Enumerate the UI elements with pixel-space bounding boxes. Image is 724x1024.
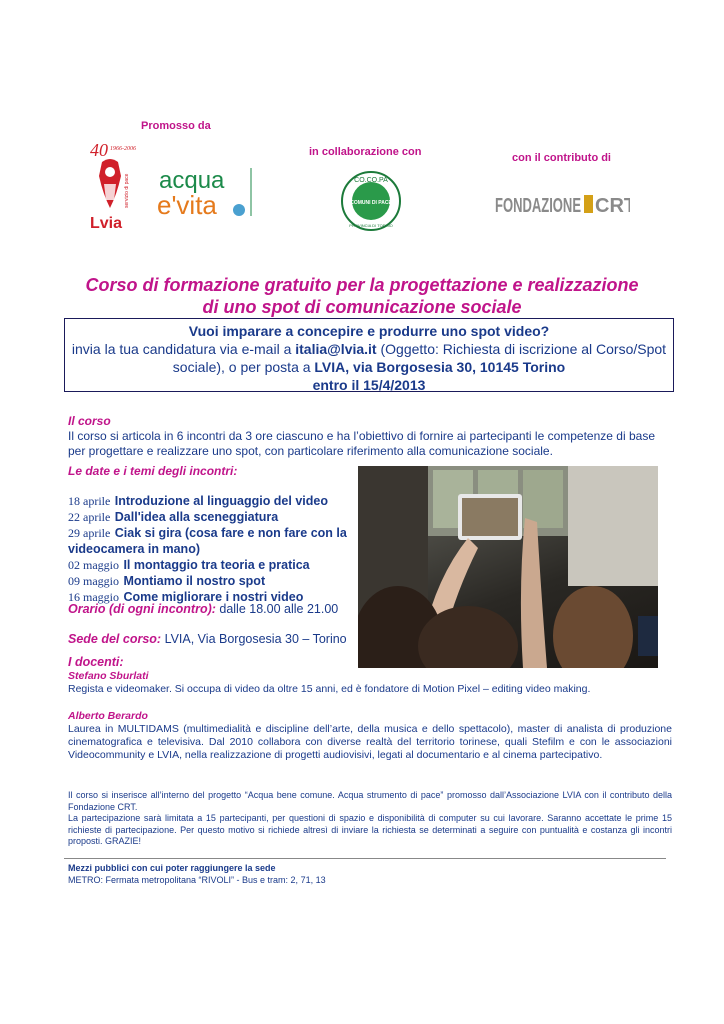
- transport: [68, 862, 672, 886]
- cocopa-logo: [340, 170, 402, 232]
- teachers-heading: I docenti:: [68, 655, 124, 669]
- teacher-1-bio: Regista e videomaker. Si occupa di video da oltre 15 anni, ed è fondatore di Motion Pixel – editing video making.: [68, 683, 591, 695]
- note-project: Il corso si inserisce all’interno del progetto “Acqua bene comune. Acqua strumento di pace” promosso dall’Associazione LVIA con il contributo della Fondazione CRT.: [68, 790, 672, 812]
- date-item: 29 aprile Ciak si gira (cosa fare e non fare con la videocamera in mano): [68, 526, 347, 556]
- date-item: 02 maggio Il montaggio tra teoria e pratica: [68, 558, 310, 572]
- course-section: [68, 414, 672, 459]
- course-title: [0, 274, 724, 318]
- lvia-logo: [88, 140, 150, 232]
- call-to-action-box: [64, 318, 674, 392]
- footer-divider: [64, 858, 666, 859]
- venue: [68, 632, 347, 646]
- cocopa-logo-top: CO.CO.PA: [354, 177, 388, 184]
- date-item: 16 maggio Come migliorare i nostri video: [68, 590, 304, 604]
- contribution-label: con il contributo di: [512, 152, 611, 164]
- venue-label: Sede del corso:: [68, 632, 162, 646]
- venue-value: LVIA, Via Borgosesia 30 – Torino: [161, 632, 347, 646]
- acqua-logo-bottom: e'vita: [157, 190, 217, 220]
- schedule: [68, 602, 338, 616]
- date-item: 09 maggio Montiamo il nostro spot: [68, 574, 266, 588]
- title-line-1: Corso di formazione gratuito per la progettazione e realizzazione: [85, 275, 639, 295]
- transport-heading: Mezzi pubblici con cui poter raggiungere la sede: [68, 863, 276, 873]
- dates-heading: Le date e i temi degli incontri:: [68, 464, 238, 478]
- acqua-e-vita-logo: [157, 164, 255, 220]
- course-text: Il corso si articola in 6 incontri da 3 ore ciascuno e ha l’obiettivo di fornire ai partecipanti le competenze di base per progettare e realizzare uno spot, con particolare riferimento alla comunicazione sociale.: [68, 429, 655, 458]
- date-item: 18 aprile Introduzione al linguaggio del video: [68, 494, 328, 508]
- lvia-logo-40: 40: [90, 140, 108, 160]
- course-heading: Il corso: [68, 414, 111, 428]
- promoted-by-label: Promosso da: [141, 120, 211, 132]
- title-line-2: di uno spot di comunicazione sociale: [202, 297, 522, 317]
- collaboration-label: in collaborazione con: [309, 146, 422, 158]
- crt-logo-right: CR: [595, 195, 624, 217]
- teachers-section: [68, 655, 672, 669]
- deadline: entro il 15/4/2013: [312, 377, 426, 393]
- lvia-logo-name: Lvia: [90, 215, 123, 232]
- transport-text: METRO: Fermata metropolitana “RIVOLI” - Bus e tram: 2, 71, 13: [68, 875, 326, 885]
- teacher-2-bio: Laurea in MULTIDAMS (multimedialità e discipline dell’arte, della musica e dello spettacolo), master di analista di produzione cinematografica e televisiva. Dal 2010 collabora con diverse realtà del territorio torinese, quali Stefilm e con le associazioni Videocommunity e LVIA, nella realizzazione di progetti audiovisivi, legati al documentario e al cinema partecipativo.: [68, 723, 672, 761]
- schedule-value: dalle 18.00 alle 21.00: [215, 602, 339, 616]
- teacher-1-name: Stefano Sburlati: [68, 670, 149, 682]
- classroom-photo: [358, 466, 658, 668]
- teacher-2: [68, 710, 672, 762]
- acqua-logo-top: acqua: [159, 167, 225, 194]
- schedule-label: Orario (di ogni incontro):: [68, 602, 216, 616]
- box-line-3: sociale), o per posta a LVIA, via Borgosesia 30, 10145 Torino: [172, 359, 566, 375]
- dates-list: [68, 493, 352, 605]
- lvia-logo-years: 1966-2006: [110, 146, 136, 152]
- teacher-1: [68, 670, 672, 696]
- date-item: 22 aprile Dall'idea alla sceneggiatura: [68, 510, 279, 524]
- notes: [68, 790, 672, 848]
- box-line-2: invia la tua candidatura via e-mail a italia@lvia.it (Oggetto: Richiesta di iscrizione al Corso/Spot: [71, 341, 667, 357]
- teacher-2-name: Alberto Berardo: [68, 710, 148, 722]
- box-question: Vuoi imparare a concepire e produrre uno spot video?: [188, 323, 550, 339]
- email-link[interactable]: italia@lvia.it: [295, 341, 377, 357]
- fondazione-crt-logo: [495, 190, 630, 218]
- note-participation: La partecipazione sarà limitata a 15 partecipanti, per questioni di spazio e disponibilità di computer su cui lavorare. Saranno accettate le prime 15 richieste di partecipazione. Per questo motivo si richiede altresì di inviare la richiesta se determinati a seguire con puntualità e costanza gli incontri proposti. GRAZIE!: [68, 813, 672, 846]
- crt-logo-left: FONDAZIONE: [495, 195, 581, 217]
- cocopa-logo-bottom: PROVINCIA DI TORINO: [349, 223, 393, 228]
- cocopa-logo-mid: COMUNI DI PACE: [350, 200, 392, 206]
- lvia-logo-side: servizio di pace: [124, 173, 130, 208]
- address: LVIA, via Borgosesia 30, 10145 Torino: [314, 359, 566, 375]
